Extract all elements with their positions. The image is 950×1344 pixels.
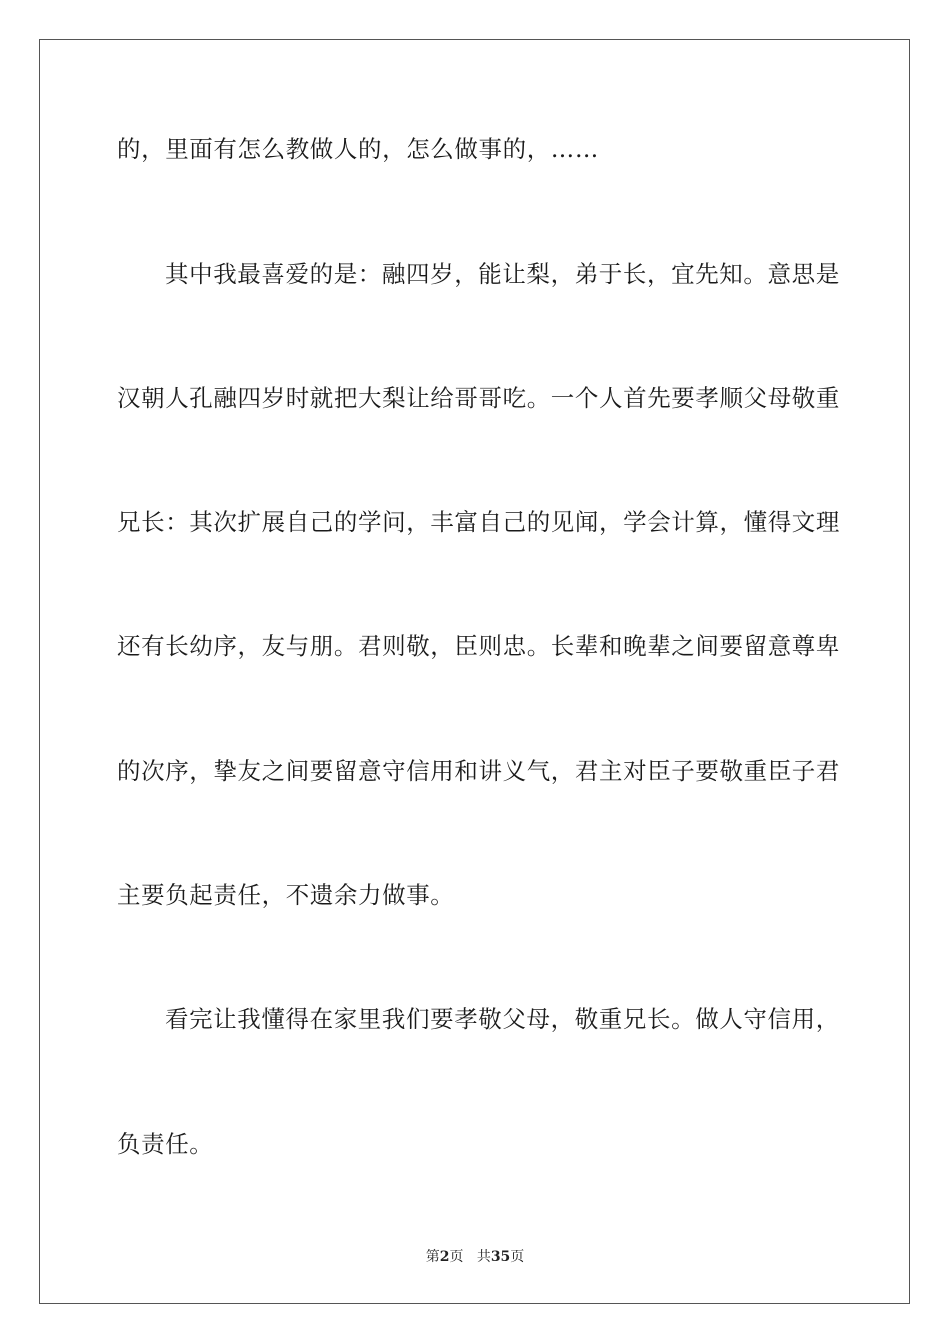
page-footer [0,1247,950,1267]
text-line: 看完让我懂得在家里我们要孝敬父母，敬重兄长。做人守信用， [165,1005,840,1033]
text-line: 兄长：其次扩展自己的学问，丰富自己的见闻，学会计算，懂得文理 [117,508,840,536]
text-line: 还有长幼序，友与朋。君则敬，臣则忠。长辈和晚辈之间要留意尊卑 [117,632,840,660]
text-line: 负责任。 [117,1130,214,1158]
text-line: 汉朝人孔融四岁时就把大梨让给哥哥吃。一个人首先要孝顺父母敬重 [117,384,840,412]
text-line: 的次序，挚友之间要留意守信用和讲义气，君主对臣子要敬重臣子君 [117,757,840,785]
text-line: 其中我最喜爱的是：融四岁，能让梨，弟于长，宜先知。意思是 [165,260,840,288]
total-prefix: 共 [476,1249,491,1265]
page-suffix: 页 [449,1249,464,1265]
page-border [39,39,910,1304]
text-line: 的，里面有怎么教做人的，怎么做事的，…… [117,135,599,163]
text-line: 主要负起责任，不遗余力做事。 [117,881,455,909]
total-pages: 35 [490,1249,511,1265]
page-number: 2 [439,1249,450,1265]
page-prefix: 第 [425,1249,440,1265]
total-suffix: 页 [510,1249,525,1265]
